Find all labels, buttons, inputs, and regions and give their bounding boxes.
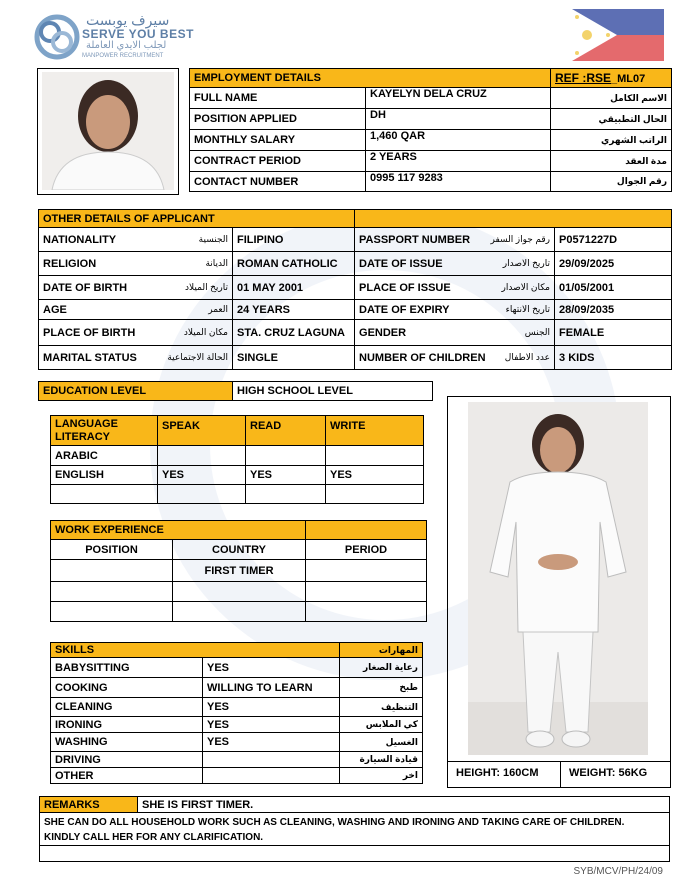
full-name-value: KAYELYN DELA CRUZ bbox=[366, 88, 551, 109]
position-applied-arabic: الحال التطبيقي bbox=[598, 113, 668, 124]
monthly-salary-arabic: الراتب الشهري bbox=[601, 134, 668, 145]
write-column-header: WRITE bbox=[326, 416, 424, 446]
document-code: SYB/MCV/PH/24/09 bbox=[573, 866, 663, 877]
table-row: BABYSITTING YES رعاية الصغار bbox=[51, 658, 423, 678]
table-row: DRIVING قيادة السيارة bbox=[51, 752, 423, 768]
skills-heading: SKILLS bbox=[51, 643, 340, 658]
position-column-header: POSITION bbox=[51, 540, 173, 560]
table-row: PLACE OF BIRTH مكان الميلاد STA. CRUZ LAGUNA GENDER الجنس FEMALE bbox=[39, 320, 672, 346]
table-row: FIRST TIMER bbox=[51, 560, 427, 582]
applicant-full-body-photo bbox=[447, 396, 671, 788]
table-row: NATIONALITY الجنسية FILIPINO PASSPORT NUMBER رقم جواز السفر P0571227D bbox=[39, 228, 672, 252]
table-row: WASHING YES الغسيل bbox=[51, 733, 423, 752]
logo-emblem-icon bbox=[34, 14, 80, 60]
read-column-header: READ bbox=[246, 416, 326, 446]
applicant-face-photo bbox=[37, 68, 179, 195]
employment-details-heading: EMPLOYMENT DETAILS bbox=[190, 69, 551, 88]
contact-number-arabic: رقم الجوال bbox=[616, 176, 668, 186]
brand-name: SERVE YOU BEST bbox=[82, 27, 194, 41]
weight-value: WEIGHT: 56KG bbox=[569, 767, 648, 779]
table-row: AGE العمر 24 YEARS DATE OF EXPIRY تاريخ الانتهاء 28/09/2035 bbox=[39, 300, 672, 320]
table-row: MARITAL STATUS الحالة الاجتماعية SINGLE NUMBER OF CHILDREN عدد الاطفال 3 KIDS bbox=[39, 346, 672, 370]
speak-column-header: SPEAK bbox=[158, 416, 246, 446]
other-details-table bbox=[38, 209, 672, 370]
full-name-arabic: الاسم الكامل bbox=[610, 92, 668, 103]
language-literacy-heading: LANGUAGE LITERACY bbox=[51, 416, 158, 446]
remarks-label: REMARKS bbox=[40, 797, 138, 813]
employment-details-table bbox=[189, 68, 672, 192]
contract-period-value: 2 YEARS bbox=[366, 151, 551, 172]
company-logo bbox=[34, 12, 204, 64]
monthly-salary-value: 1,460 QAR bbox=[366, 130, 551, 151]
language-table bbox=[50, 415, 424, 504]
table-row: ARABIC bbox=[51, 446, 424, 466]
table-row: ENGLISH YES YES YES bbox=[51, 466, 424, 485]
reference-number: REF :RSE_ML07 bbox=[551, 69, 672, 88]
brand-arabic-sub: لجلب الايدي العاملة bbox=[86, 40, 167, 51]
position-applied-value: DH bbox=[366, 109, 551, 130]
table-row: RELIGION الديانة ROMAN CATHOLIC DATE OF ISSUE تاريخ الاصدار 29/09/2025 bbox=[39, 252, 672, 276]
brand-sub: MANPOWER RECRUITMENT bbox=[82, 53, 164, 59]
full-name-label: FULL NAME bbox=[190, 88, 366, 109]
work-experience-table bbox=[50, 520, 427, 622]
position-applied-label: POSITION APPLIED bbox=[190, 109, 366, 130]
remarks-first-line: SHE IS FIRST TIMER. bbox=[138, 797, 670, 813]
remarks-table bbox=[39, 796, 670, 862]
period-column-header: PERIOD bbox=[306, 540, 427, 560]
table-row bbox=[51, 582, 427, 602]
table-row bbox=[51, 485, 424, 504]
contact-number-value: 0995 117 9283 bbox=[366, 172, 551, 192]
country-column-header: COUNTRY bbox=[173, 540, 306, 560]
education-level-value: HIGH SCHOOL LEVEL bbox=[233, 382, 433, 401]
brand-arabic-name: سيرف يوبست bbox=[86, 12, 170, 28]
remarks-text: SHE CAN DO ALL HOUSEHOLD WORK SUCH AS CLEANING, WASHING AND IRONING AND TAKING CARE OF CHILDREN. KINDLY CALL HER FOR ANY CLARIFICATION. bbox=[40, 813, 670, 846]
education-table bbox=[38, 381, 433, 401]
skills-table bbox=[50, 642, 423, 784]
contract-period-label: CONTRACT PERIOD bbox=[190, 151, 366, 172]
table-row: OTHER اخر bbox=[51, 768, 423, 784]
skills-heading-arabic: المهارات bbox=[378, 644, 418, 655]
table-row: DATE OF BIRTH تاريخ الميلاد 01 MAY 2001 PLACE OF ISSUE مكان الاصدار 01/05/2001 bbox=[39, 276, 672, 300]
table-row: CLEANING YES التنظيف bbox=[51, 698, 423, 717]
table-row bbox=[51, 602, 427, 622]
contact-number-label: CONTACT NUMBER bbox=[190, 172, 366, 192]
height-value: HEIGHT: 160CM bbox=[456, 767, 539, 779]
other-details-heading: OTHER DETAILS OF APPLICANT bbox=[39, 210, 355, 228]
table-row: COOKING WILLING TO LEARN طبخ bbox=[51, 678, 423, 698]
monthly-salary-label: MONTHLY SALARY bbox=[190, 130, 366, 151]
education-level-label: EDUCATION LEVEL bbox=[39, 382, 233, 401]
contract-period-arabic: مدة العقد bbox=[625, 155, 668, 166]
philippines-flag-icon bbox=[572, 9, 664, 61]
table-row: IRONING YES كي الملابس bbox=[51, 717, 423, 733]
work-experience-heading: WORK EXPERIENCE bbox=[51, 521, 306, 540]
